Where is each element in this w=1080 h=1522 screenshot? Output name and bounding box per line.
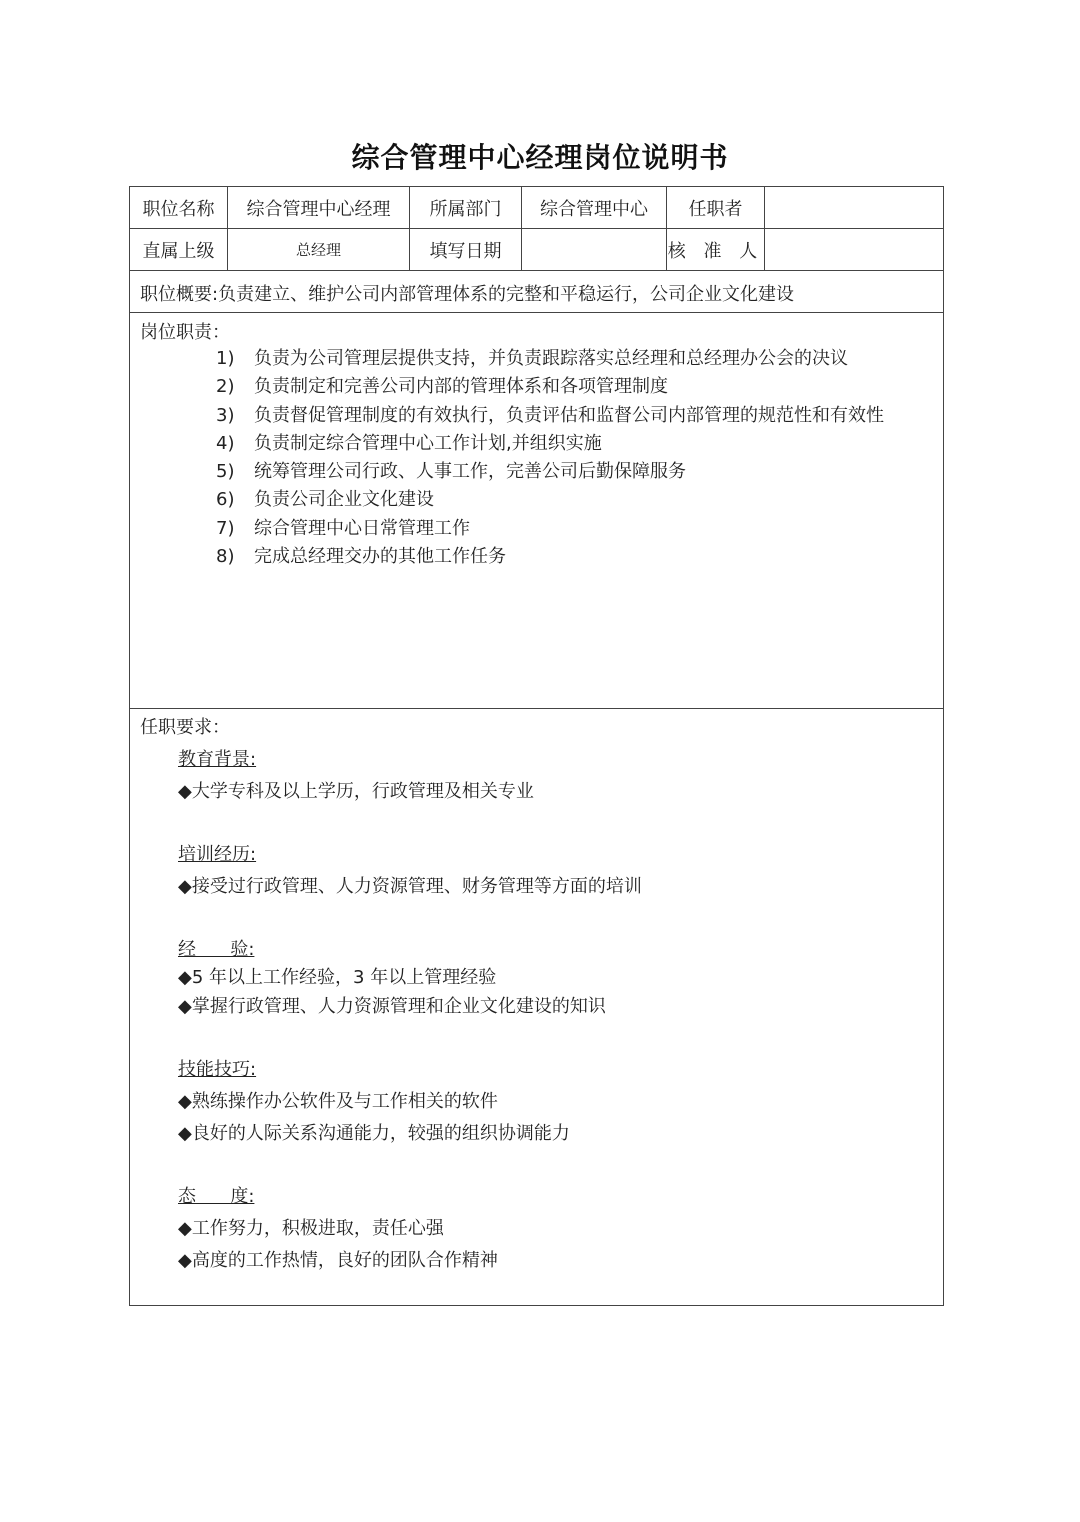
document-title: 综合管理中心经理岗位说明书 bbox=[351, 141, 729, 174]
requirements-title: 任职要求： bbox=[140, 717, 230, 738]
info-row-1 bbox=[130, 187, 943, 229]
list-item: 1) 负责为公司管理层提供支持，并负责跟踪落实总经理和总经理办公会的决议 bbox=[216, 348, 848, 369]
list-item: 8) 完成总经理交办的其他工作任务 bbox=[216, 546, 506, 568]
approver-label: 核 准 人 bbox=[667, 229, 765, 270]
attitude-item: ◆工作努力，积极进取，责任心强 bbox=[178, 1218, 444, 1239]
date-value bbox=[522, 229, 667, 270]
skills-heading: 技能技巧: bbox=[178, 1059, 257, 1080]
info-row-2 bbox=[130, 229, 943, 271]
job-description-table bbox=[129, 186, 944, 1306]
skills-item: ◆熟练操作办公软件及与工作相关的软件 bbox=[178, 1091, 498, 1112]
experience-item: ◆掌握行政管理、人力资源管理和企业文化建设的知识 bbox=[178, 996, 606, 1017]
list-item: 5) 统筹管理公司行政、人事工作，完善公司后勤保障服务 bbox=[216, 461, 686, 483]
holder-label: 任职者 bbox=[667, 187, 765, 228]
position-label: 职位名称 bbox=[130, 187, 228, 228]
position-value: 综合管理中心经理 bbox=[228, 187, 410, 228]
position-summary: 职位概要:负责建立、维护公司内部管理体系的完整和平稳运行，公司企业文化建设 bbox=[140, 284, 795, 305]
responsibilities-list bbox=[216, 345, 884, 571]
dept-value: 综合管理中心 bbox=[522, 187, 667, 228]
superior-value: 总经理 bbox=[228, 229, 410, 270]
date-label: 填写日期 bbox=[410, 229, 522, 270]
list-item: 6) 负责公司企业文化建设 bbox=[216, 489, 434, 511]
education-item: ◆大学专科及以上学历，行政管理及相关专业 bbox=[178, 781, 534, 802]
training-heading: 培训经历: bbox=[178, 844, 257, 865]
list-item: 3) 负责督促管理制度的有效执行，负责评估和监督公司内部管理的规范性和有效性 bbox=[216, 404, 884, 426]
list-item: 2) 负责制定和完善公司内部的管理体系和各项管理制度 bbox=[216, 376, 668, 398]
summary-row bbox=[130, 271, 943, 313]
attitude-item: ◆高度的工作热情，良好的团队合作精神 bbox=[178, 1250, 498, 1271]
responsibilities-section bbox=[130, 313, 943, 709]
superior-label: 直属上级 bbox=[130, 229, 228, 270]
list-item: 4) 负责制定综合管理中心工作计划,并组织实施 bbox=[216, 432, 602, 454]
attitude-heading: 态 度: bbox=[178, 1186, 255, 1207]
experience-item: ◆5 年以上工作经验，3 年以上管理经验 bbox=[178, 967, 497, 988]
education-heading: 教育背景: bbox=[178, 749, 257, 770]
skills-item: ◆良好的人际关系沟通能力，较强的组织协调能力 bbox=[178, 1123, 570, 1144]
experience-heading: 经 验: bbox=[178, 939, 255, 960]
dept-label: 所属部门 bbox=[410, 187, 522, 228]
responsibilities-title: 岗位职责： bbox=[140, 322, 230, 343]
holder-value bbox=[765, 187, 943, 228]
training-item: ◆接受过行政管理、人力资源管理、财务管理等方面的培训 bbox=[178, 876, 642, 897]
list-item: 7) 综合管理中心日常管理工作 bbox=[216, 517, 470, 539]
approver-value bbox=[765, 229, 943, 270]
